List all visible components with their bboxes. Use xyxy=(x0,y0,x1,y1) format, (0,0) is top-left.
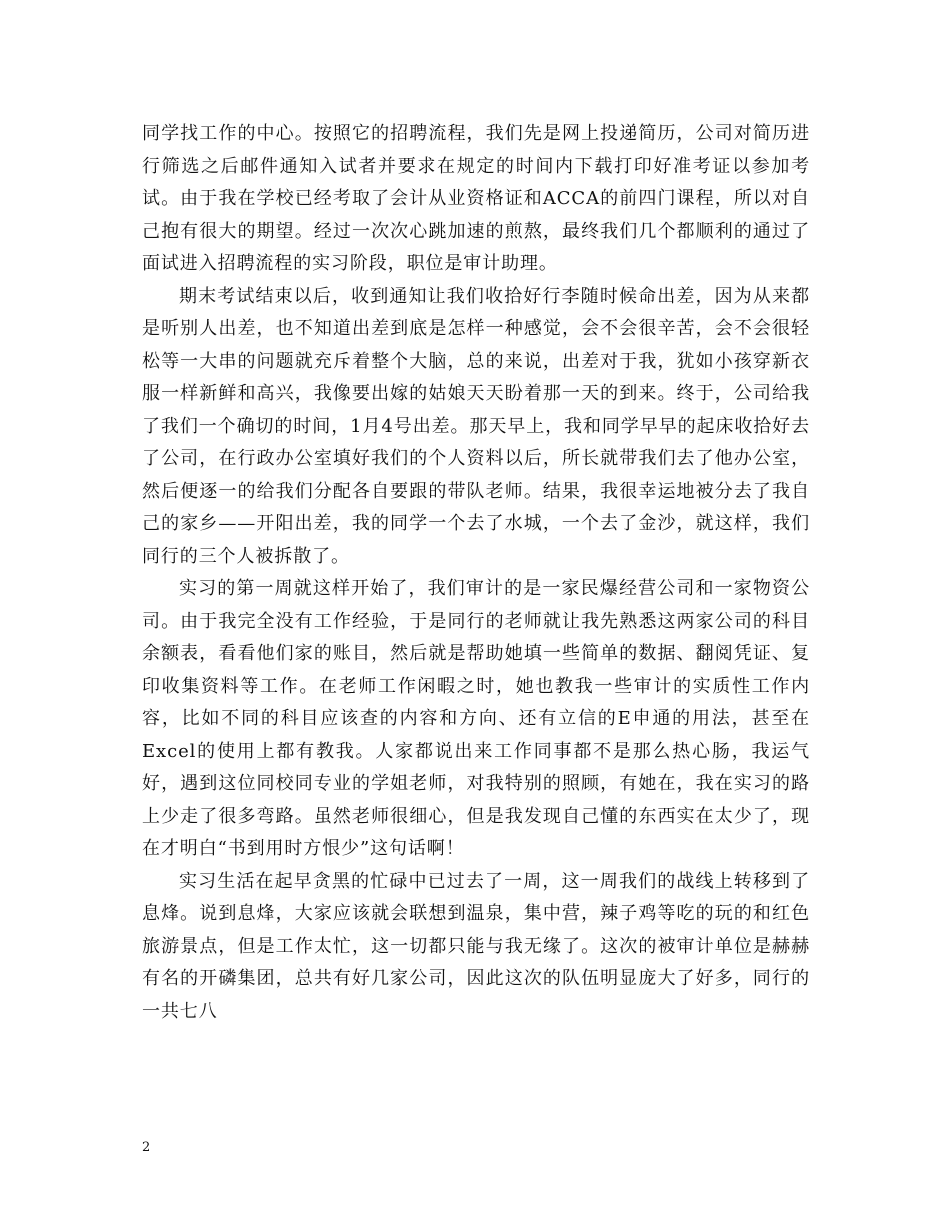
paragraph-1: 同学找工作的中心。按照它的招聘流程，我们先是网上投递简历，公司对简历进行筛选之后邮件通知入试者并要求在规定的时间内下载打印好准考证以参加考试。由于我在学校已经考取了会计从业资格证和ACCA的前四门课程，所以对自己抱有很大的期望。经过一次次心跳加速的煎熬，最终我们几个都顺利的通过了面试进入招聘流程的实习阶段，职位是审计助理。 xyxy=(142,123,810,274)
paragraph-3: 实习的第一周就这样开始了，我们审计的是一家民爆经营公司和一家物资公司。由于我完全没有工作经验，于是同行的老师就让我先熟悉这两家公司的科目余额表，看看他们家的账目，然后就是帮助她填一些简单的数据、翻阅凭证、复印收集资料等工作。在老师工作闲暇之时，她也教我一些审计的实质性工作内容，比如不同的科目应该查的内容和方向、还有立信的E申通的用法，甚至在Excel的使用上都有教我。人家都说出来工作同事都不是那么热心肠，我运气好，遇到这位同校同专业的学姐老师，对我特别的照顾，有她在，我在实习的路上少走了很多弯路。虽然老师很细心，但是我发现自己懂的东西实在太少了，现在才明白“书到用时方恨少”这句话啊！ xyxy=(142,578,810,859)
paragraph-2: 期末考试结束以后，收到通知让我们收拾好行李随时候命出差，因为从来都是听别人出差，也不知道出差到底是怎样一种感觉，会不会很辛苦，会不会很轻松等一大串的问题就充斥着整个大脑，总的来说，出差对于我，犹如小孩穿新衣服一样新鲜和高兴，我像要出嫁的姑娘天天盼着那一天的到来。终于，公司给我了我们一个确切的时间，1月4号出差。那天早上，我和同学早早的起床收拾好去了公司，在行政办公室填好我们的个人资料以后，所长就带我们去了他办公室，然后便逐一的给我们分配各自要跟的带队老师。结果，我很幸运地被分去了我自己的家乡——开阳出差，我的同学一个去了水城，一个去了金沙，就这样，我们同行的三个人被拆散了。 xyxy=(142,285,810,567)
page-number: 2 xyxy=(142,1140,151,1155)
paragraph-4: 实习生活在起早贪黑的忙碌中已过去了一周，这一周我们的战线上转移到了息烽。说到息烽，大家应该就会联想到温泉，集中营，辣子鸡等吃的玩的和红色旅游景点，但是工作太忙，这一切都只能与我无缘了。这次的被审计单位是赫赫有名的开磷集团，总共有好几家公司，因此这次的队伍明显庞大了好多，同行的一共七八 xyxy=(142,870,810,1022)
document-body xyxy=(142,118,810,1028)
